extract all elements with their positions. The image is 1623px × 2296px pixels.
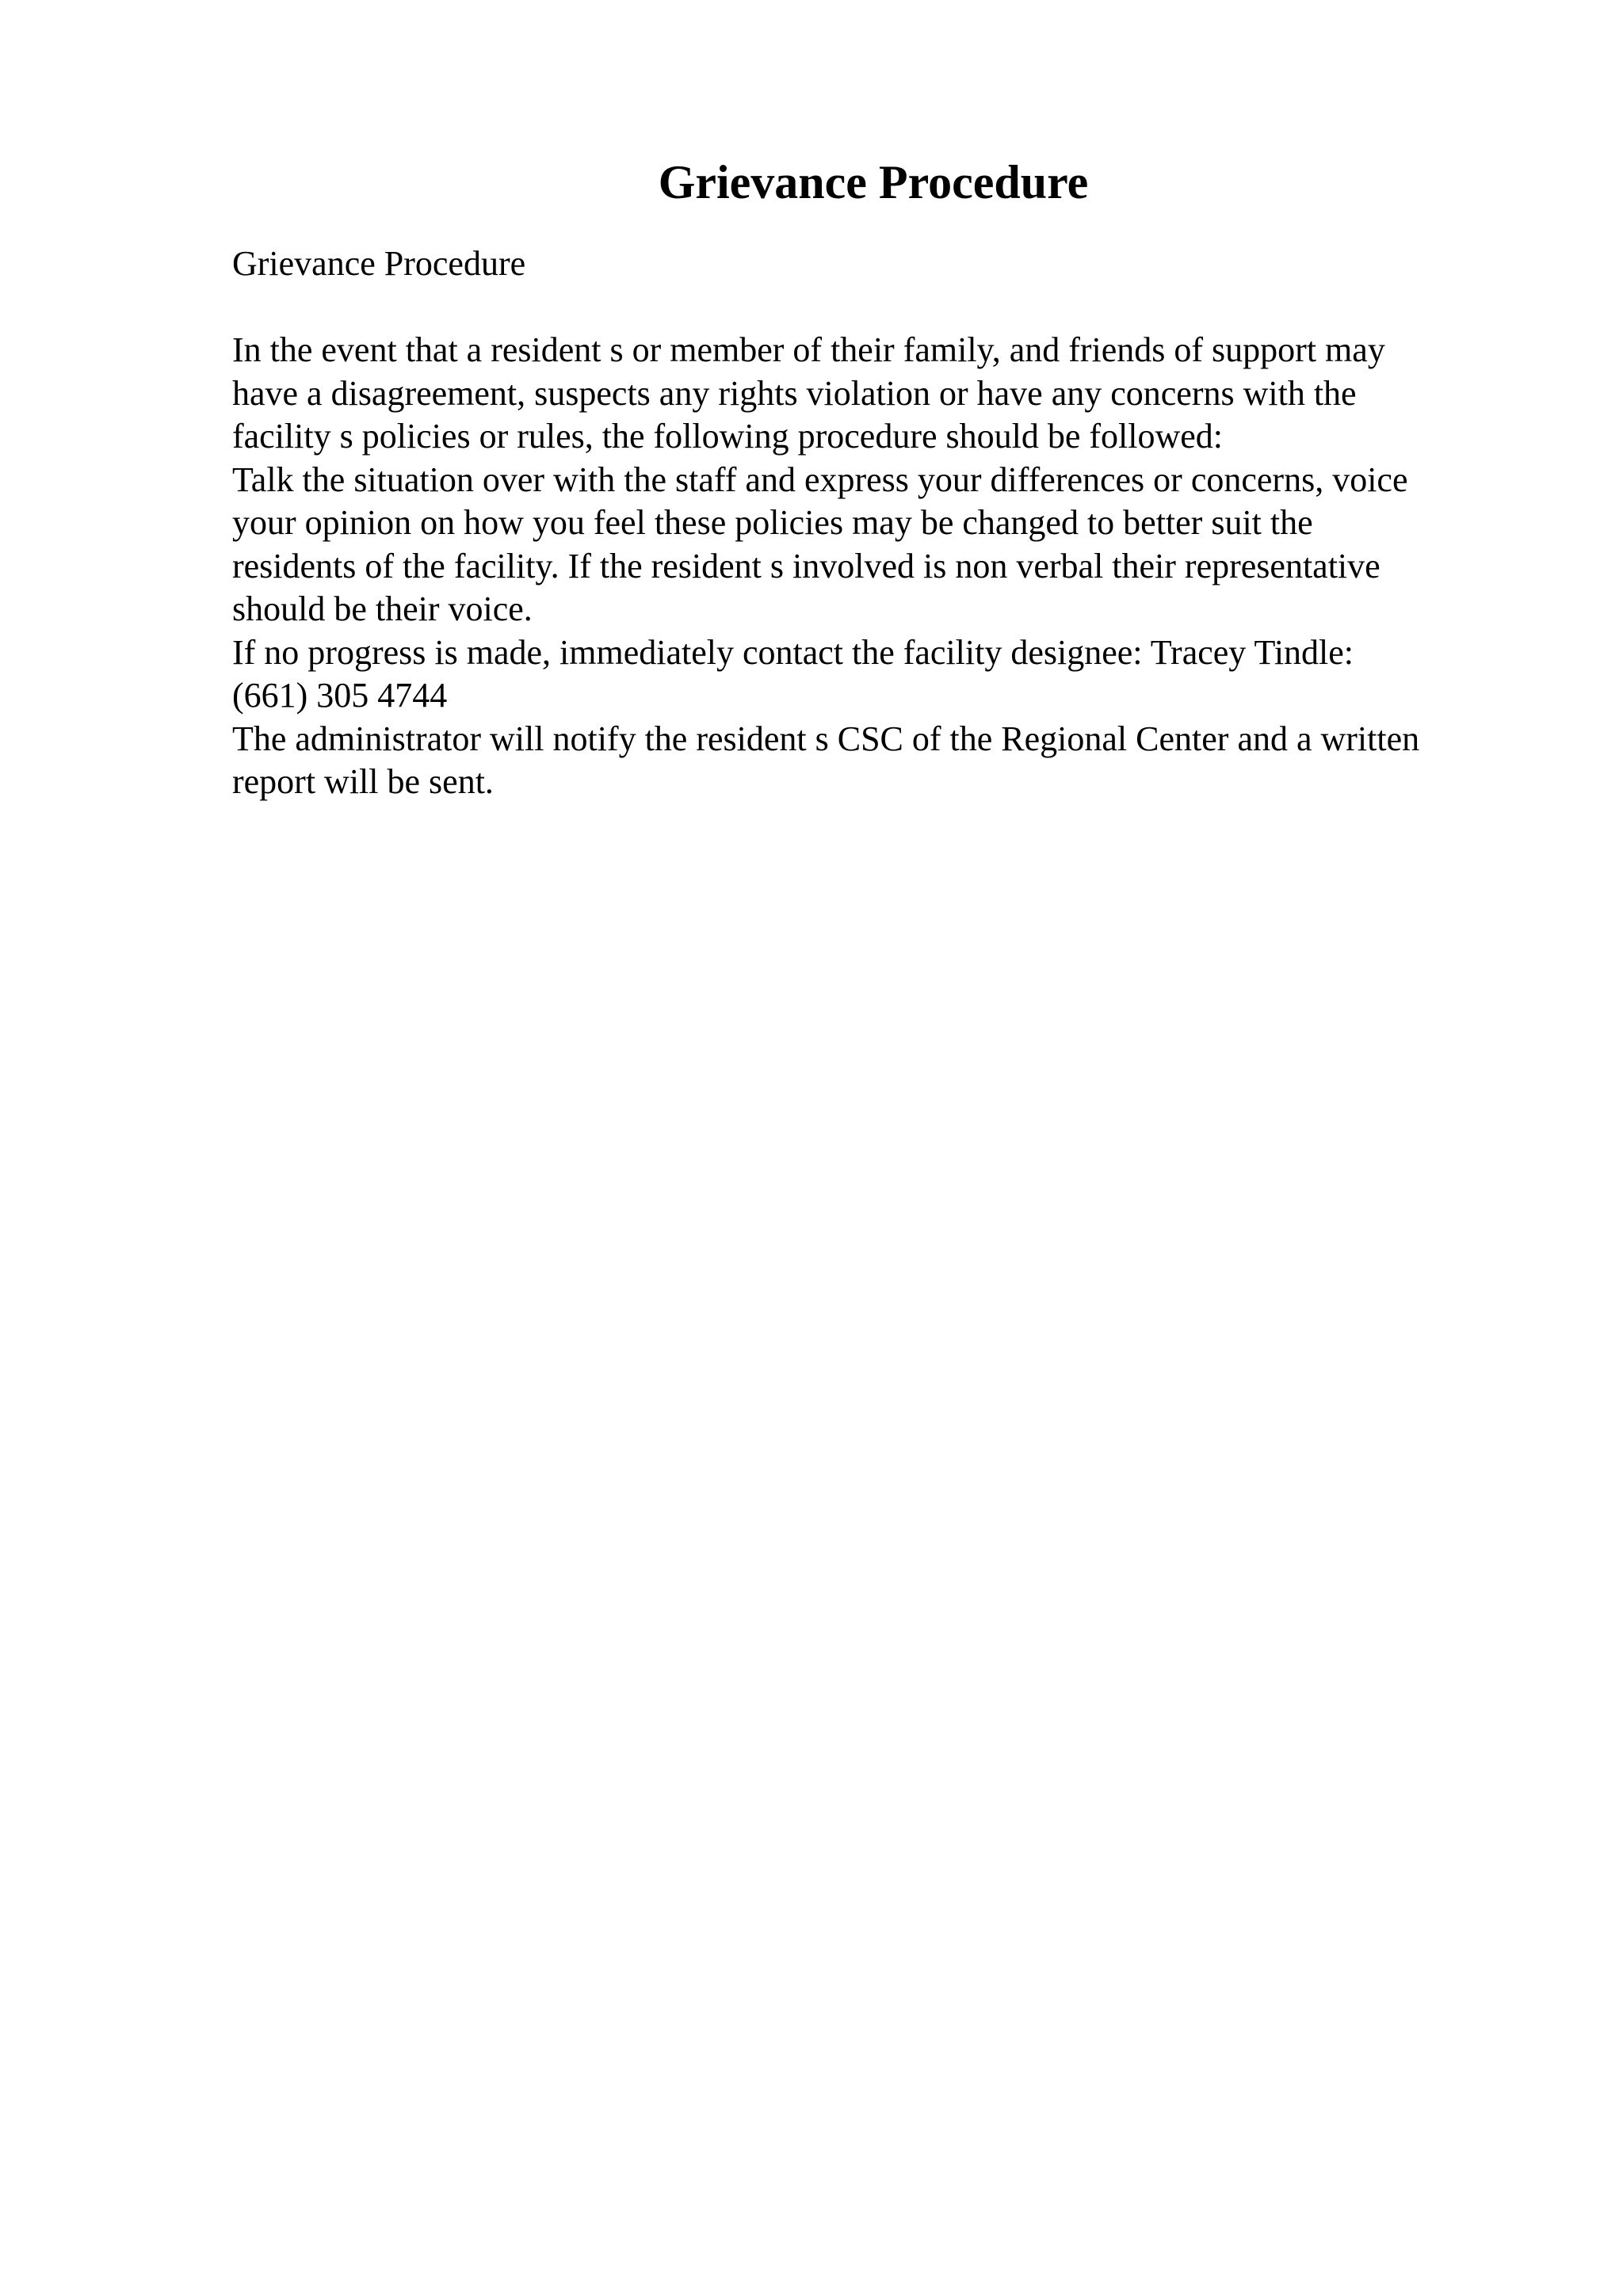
text-line: have a disagreement, suspects any rights violation or have any concerns with the	[232, 373, 1357, 413]
text-line: (661) 305 4744	[232, 676, 448, 715]
section-heading: Grievance Procedure	[232, 244, 526, 283]
document-body	[232, 242, 1532, 804]
text-line: should be their voice.	[232, 589, 533, 628]
text-line: facility s policies or rules, the following procedure should be followed:	[232, 417, 1224, 456]
text-line: your opinion on how you feel these policies may be changed to better suit the	[232, 503, 1313, 542]
page-title: Grievance Procedure	[658, 156, 1089, 208]
text-line: report will be sent.	[232, 762, 494, 801]
text-line: residents of the facility. If the resident s involved is non verbal their representative	[232, 546, 1381, 585]
text-line: Talk the situation over with the staff and express your differences or concerns, voice	[232, 460, 1408, 499]
text-line: The administrator will notify the resident s CSC of the Regional Center and a written	[232, 719, 1420, 758]
text-line: If no progress is made, immediately contact the facility designee: Tracey Tindle:	[232, 632, 1354, 672]
text-line: In the event that a resident s or member of their family, and friends of support may	[232, 330, 1385, 369]
